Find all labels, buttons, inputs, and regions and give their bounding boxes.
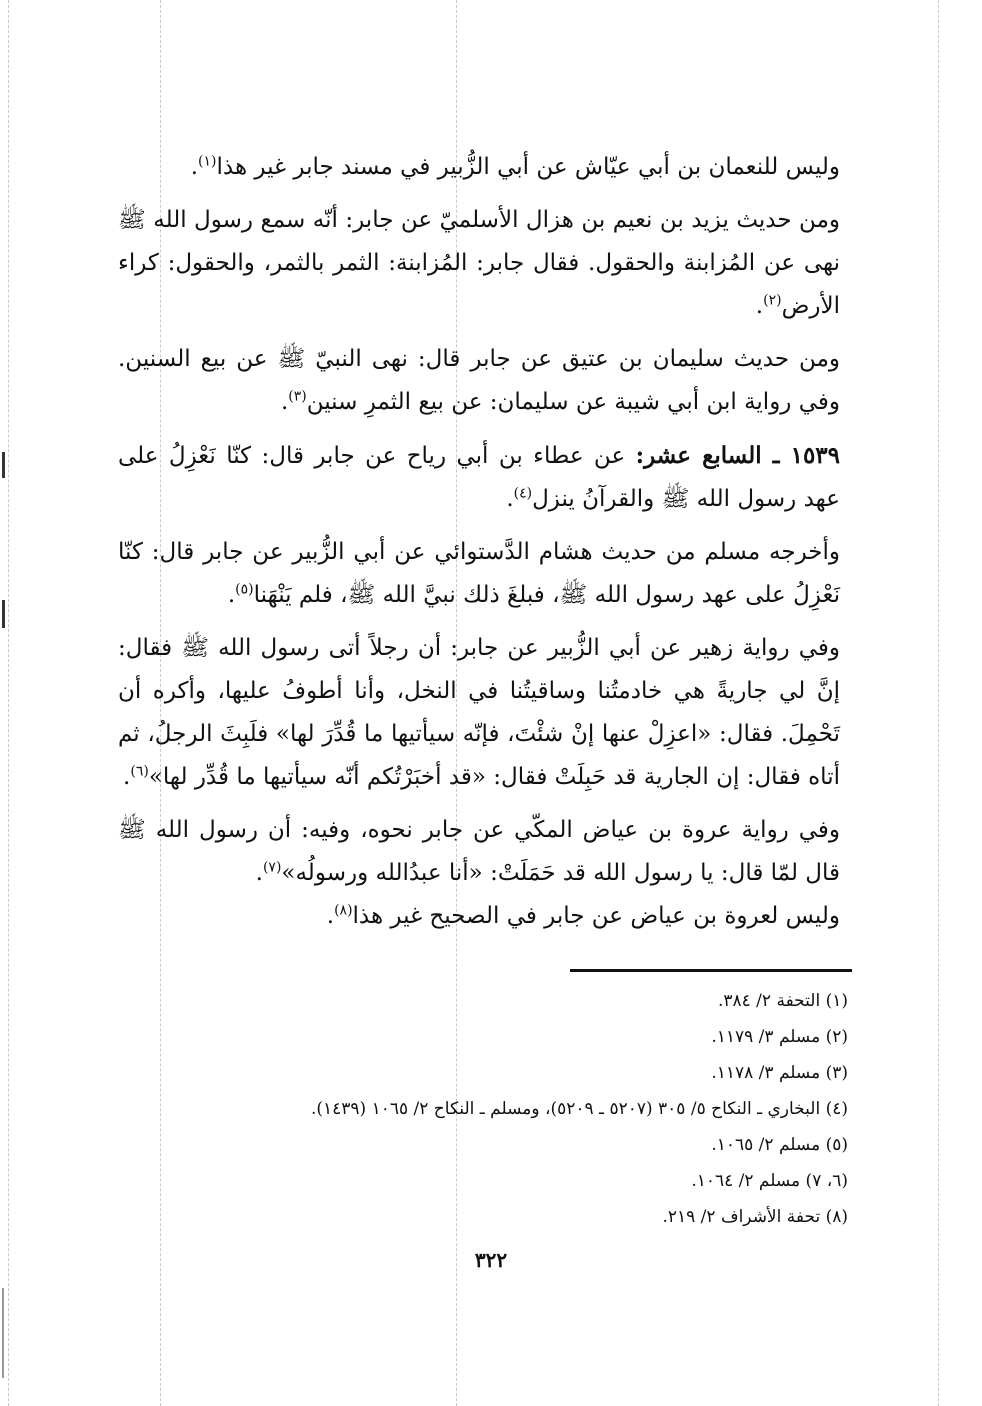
page-edge-mark [2,1288,4,1378]
scan-guide-line [938,0,939,1406]
footnote-separator [570,969,852,972]
paragraph-end: . [506,486,514,512]
scan-guide-line [8,0,9,1406]
paragraph-text: وليس لعروة بن عياض عن جابر في الصحيح غير هذا [352,903,840,929]
paragraph-text: وليس للنعمان بن أبي عيّاش عن أبي الزُّبير في مسند جابر غير هذا [216,154,840,180]
footnote-reference: (٤) [513,485,533,502]
page-edge-mark [2,600,5,628]
paragraph-text: ومن حديث سليمان بن عتيق عن جابر قال: نهى النبيّ ﷺ عن بيع السنين. وفي رواية ابن أبي شيبة عن سليمان: عن بيع الثمرِ سنين [118,346,840,415]
paragraph-text: وأخرجه مسلم من حديث هشام الدَّستوائي عن أبي الزُّبير عن جابر قال: كنّا نَعْزِلُ على عهد رسول الله ﷺ، فبلغَ ذلك نبيَّ الله ﷺ، فلم يَنْهَنا [118,539,840,608]
footnote: (٨) تحفة الأشراف ٢/ ٢١٩. [662,1207,848,1227]
paragraph-end: . [190,154,199,180]
footnote-reference: (٨) [334,902,353,919]
paragraph-text: عن عطاء بن أبي رياح عن جابر قال: كنّا نَعْزِلُ على عهد رسول الله ﷺ والقرآنُ ينزل [118,443,840,512]
footnote: (٦، ٧) مسلم ٢/ ١٠٦٤. [691,1171,848,1191]
footnote-reference: (٦) [130,763,149,780]
paragraph-end: . [227,582,236,608]
page-edge-mark [2,452,5,478]
paragraph-text: ومن حديث يزيد بن نعيم بن هزال الأسلميّ عن جابر: أنّه سمع رسول الله ﷺ نهى عن المُزابنة والحقول. فقال جابر: المُزابنة: الثمر بالثمر، والحقول: كراء الأرض [118,207,840,319]
paragraph [118,809,840,895]
paragraph [118,146,840,189]
paragraph-text: وفي رواية زهير عن أبي الزُّبير عن جابر: أن رجلاً أتى رسول الله ﷺ فقال: إنَّ لي جاريةً هي خادمتُنا وساقيتُنا في النخل، وأنا أطوفُ عليها، وأكره أن تَحْمِلَ. فقال: «اعزِلْ عنها إنْ شئْتَ، فإنّه سيأتيها ما قُدِّرَ لها» فلَبِثَ الرجلُ، ثم أتاه فقال: إن الجارية قد حَبِلَتْ فقال: «قد أخبَرْتُكم أنّه سيأتيها ما قُدِّر لها» [118,635,840,790]
footnote: (٣) مسلم ٣/ ١١٧٨. [711,1063,848,1083]
footnotes-list [180,983,848,1235]
footnote-reference: (٥) [235,581,254,598]
paragraph [118,895,840,938]
footnote-reference: (٧) [262,859,282,876]
paragraph-text: وفي رواية عروة بن عياض المكّي عن جابر نحوه، وفيه: أن رسول الله ﷺ قال لمّا قال: يا رسول الله قد حَمَلَتْ: «أنا عبدُالله ورسولُه» [118,817,840,886]
hadith-paragraph [118,434,840,521]
footnote-reference: (٢) [763,292,782,309]
paragraph [118,199,840,328]
paragraph-end: . [280,389,289,415]
paragraph-end: . [255,860,263,886]
paragraph-end: . [755,293,764,319]
paragraph-end: . [326,903,335,929]
hadith-number-heading: ١٥٣٩ ـ السابع عشر: [635,442,841,469]
paragraph-end: . [123,764,131,790]
footnote-reference: (١) [198,153,217,170]
page-number: ٣٢٢ [474,1248,508,1272]
footnote: (٥) مسلم ٢/ ١٠٦٥. [711,1135,848,1155]
paragraph [118,627,840,799]
footnote: (٢) مسلم ٣/ ١١٧٩. [711,1027,848,1047]
main-text [118,146,840,938]
footnote-reference: (٣) [288,388,307,405]
paragraph [118,338,840,424]
paragraph [118,531,840,617]
footnote: (٤) البخاري ـ النكاح ٥/ ٣٠٥ (٥٢٠٧ ـ ٥٢٠٩)، ومسلم ـ النكاح ٢/ ١٠٦٥ (١٤٣٩). [310,1099,848,1119]
footnote: (١) التحفة ٢/ ٣٨٤. [717,991,848,1011]
